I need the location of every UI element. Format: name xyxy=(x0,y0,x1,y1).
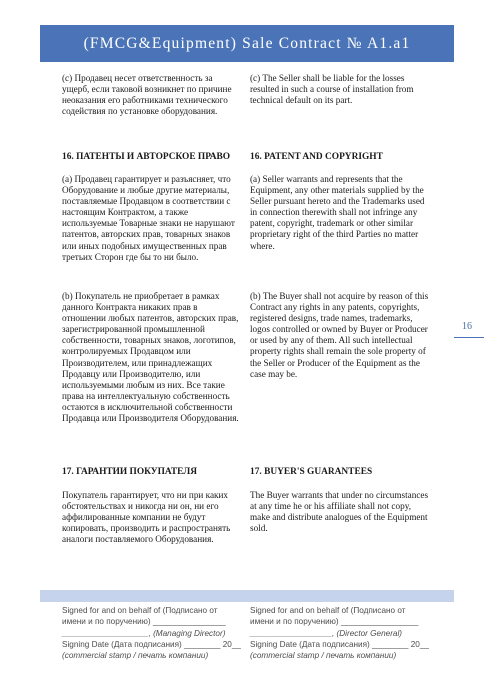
clause-c-en-text: (c) The Seller shall be liable for the losses resulted in such a course of installation from technical default on its part. xyxy=(250,73,414,106)
clause-16b-ru xyxy=(62,291,242,424)
signature-block-right xyxy=(250,605,429,661)
section-16-heading-ru: 16. ПАТЕНТЫ И АВТОРСКОЕ ПРАВО xyxy=(62,152,231,162)
sig-right-line4: Signing Date (Дата подписания) ________ 20__ xyxy=(250,639,429,649)
clause-16b-en-text: (b) The Buyer shall not acquire by reason of this Contract any rights in any patents, copyrights, registered designs, trade names, trademarks, logos controlled or owned by Buyer or Producer or used by any of them. All such intellectual property rights shall remain the sole property of the Seller or Producer of the Equipment as the case may be. xyxy=(250,291,429,379)
sig-left-line5: (commercial stamp / печать компании) xyxy=(62,651,209,661)
sig-left-line3: ___________________, (Managing Director) xyxy=(62,628,226,638)
signature-band xyxy=(40,590,454,602)
clause-c-ru xyxy=(62,73,242,117)
clause-17-ru xyxy=(62,490,242,545)
signature-block-left xyxy=(62,605,241,661)
page-number-rule xyxy=(454,337,484,338)
sig-right-line3: __________________, (Director General) xyxy=(250,628,403,638)
clause-16a-en-text: (a) Seller warrants and represents that the Equipment, any other materials supplied by the Seller pursuant hereto and the Trademarks used in connection therewith shall not infringe any patent, copyright, trademark or other similar proprietary right of the third Parties no matter where. xyxy=(250,174,425,251)
clause-17-en-text: The Buyer warrants that under no circumstances at any time he or his affiliate shall not copy, make and distribute analogues of the Equipment sold. xyxy=(250,490,429,534)
sig-right-line1: Signed for and on behalf of (Подписано от xyxy=(250,606,406,615)
clause-16a-en xyxy=(250,174,430,252)
clause-17-ru-text: Покупатель гарантирует, что ни при каких обстоятельствах и никогда ни он, ни его аффилированные компании не будут копировать, производить и распространять аналоги поставляемого Оборудования. xyxy=(62,490,231,545)
clause-17-en xyxy=(250,490,430,534)
clause-c-ru-text: (c) Продавец несет ответственность за ущерб, если таковой возникнет по причине неоказания его работниками технического содействия по установке оборудования. xyxy=(62,73,232,117)
sig-left-line1: Signed for and on behalf of (Подписано от xyxy=(62,606,218,615)
page-number: 16 xyxy=(462,321,472,332)
section-17-heading-en: 17. BUYER'S GUARANTEES xyxy=(250,467,373,477)
clause-c-en xyxy=(250,73,430,106)
sig-left-line4: Signing Date (Дата подписания) ________ 20__ xyxy=(62,639,241,649)
section-16-heading-en: 16. PATENT AND COPYRIGHT xyxy=(250,152,383,162)
clause-16b-en xyxy=(250,291,430,380)
document-title: (FMCG&Equipment) Sale Contract № A1.a1 xyxy=(83,35,411,52)
clause-16b-ru-text: (b) Покупатель не приобретает в рамках данного Контракта никаких прав в отношении любых патентов, авторских прав, зарегистрированной промышленной собственности, товарных знаков, логотипов, контролируемых Продавцом или Производителем, или принадлежащих Продавцу или Производителю, или используемыми любым из них. Все такие права на интеллектуальную собственность остаются в исключительной собственности Продавца или Производителя Оборудования. xyxy=(62,291,239,424)
sig-right-line2: имени и по поручению) _________________ xyxy=(250,617,419,627)
clause-16a-ru xyxy=(62,174,242,263)
document-header xyxy=(40,25,454,62)
sig-right-line5: (commercial stamp / печать компании) xyxy=(250,651,397,661)
section-17-heading-ru: 17. ГАРАНТИИ ПОКУПАТЕЛЯ xyxy=(62,467,197,477)
clause-16a-ru-text: (a) Продавец гарантирует и разъясняет, что Оборудование и любые другие материалы, поставляемые Продавцом в соответствии с настоящим Контрактом, а также используемые Товарные знаки не нарушают патентов, авторских прав, товарных знаков или иных подобных имущественных прав третьих Сторон где бы то ни было. xyxy=(62,174,235,262)
sig-left-line2: имени и по поручению) ________________ xyxy=(62,617,226,627)
